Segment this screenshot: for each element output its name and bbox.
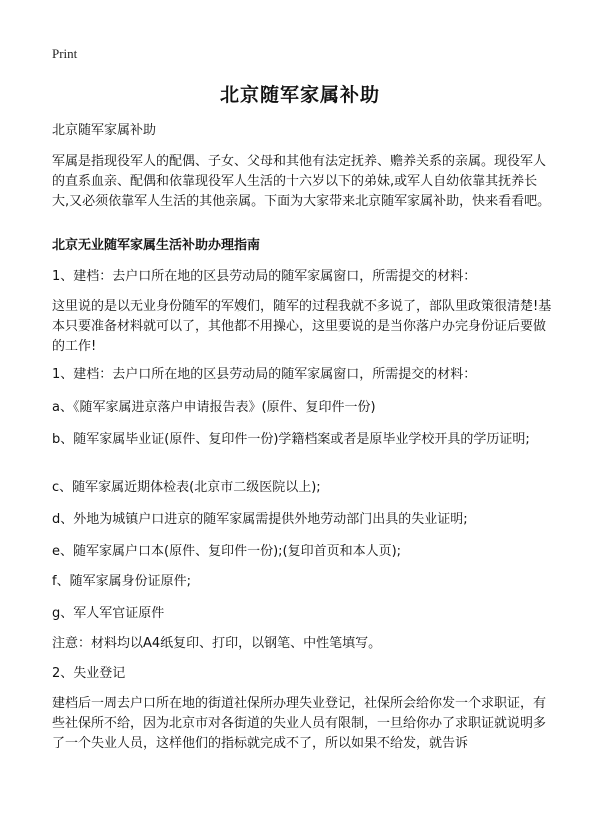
- paragraph-4: a、《随军家属进京落户申请报告表》(原件、复印件一份): [52, 400, 376, 415]
- page-title: 北京随军家属补助: [219, 84, 380, 106]
- paragraph-2: 这里说的是以无业身份随军的军嫂们，随军的过程我就不多说了，部队里政策很清楚!基本只要准备材料就可以了，其他都不用操心，这里要说的是当你落户办完身份证后要做的工作!: [52, 299, 552, 354]
- section-heading: 北京无业随军家属生活补助办理指南: [52, 238, 261, 253]
- paragraph-10: g、军人军官证原件: [52, 606, 165, 621]
- paragraph-11: 注意：材料均以A4纸复印、打印，以钢笔、中性笔填写。: [52, 636, 382, 651]
- paragraph-1: 1、建档：去户口所在地的区县劳动局的随军家属窗口，所需提交的材料：: [52, 269, 477, 284]
- print-link[interactable]: Print: [52, 46, 78, 61]
- paragraph-5: b、随军家属毕业证(原件、复印件一份)学籍档案或者是原毕业学校开具的学历证明;: [52, 432, 530, 447]
- paragraph-13: 建档后一周去户口所在地的街道社保所办理失业登记，社保所会给你发一个求职证，有些社保所不给，因为北京市对各街道的失业人员有限制，一旦给你办了求职证就说明多了一个失业人员，这样他们的指标就完成不了，所以如果不给发，就告诉: [52, 696, 547, 751]
- paragraph-9: f、随军家属身份证原件;: [52, 574, 191, 589]
- intro-paragraph: 军属是指现役军人的配偶、子女、父母和其他有法定抚养、赡养关系的亲属。现役军人的直系血亲、配偶和依靠现役军人生活的十六岁以下的弟妹,或军人自幼依靠其抚养长大,又必须依靠军人生活的其他亲属。下面为大家带来北京随军家属补助，快来看看吧。: [52, 154, 551, 209]
- paragraph-8: e、随军家属户口本(原件、复印件一份);(复印首页和本人页);: [52, 544, 402, 559]
- paragraph-7: d、外地为城镇户口进京的随军家属需提供外地劳动部门出具的失业证明;: [52, 512, 468, 527]
- paragraph-12: 2、失业登记: [52, 666, 126, 681]
- document-subtitle: 北京随军家属补助: [52, 123, 157, 138]
- paragraph-6: c、随军家属近期体检表(北京市二级医院以上);: [52, 480, 321, 495]
- paragraph-3: 1、建档：去户口所在地的区县劳动局的随军家属窗口，所需提交的材料：: [52, 367, 477, 382]
